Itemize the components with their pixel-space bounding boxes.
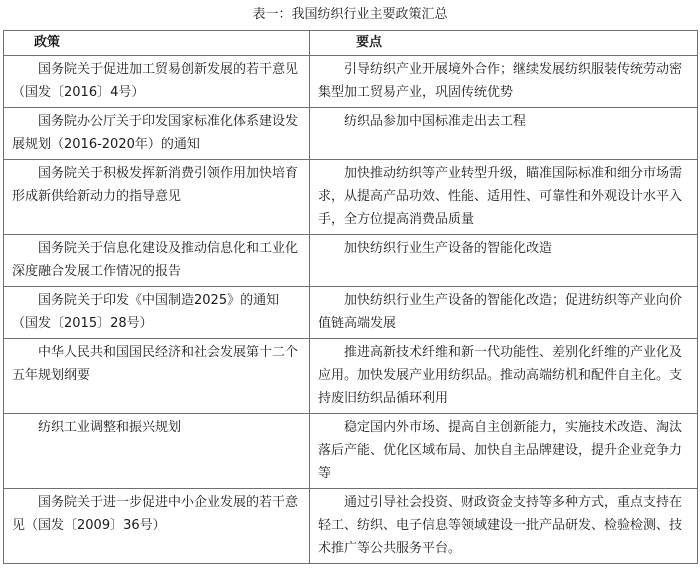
points-cell: 纺织品参加中国标准走出去工程 xyxy=(310,108,698,160)
table-row xyxy=(4,489,698,564)
header-policy: 政策 xyxy=(4,31,310,56)
policy-cell: 纺织工业调整和振兴规划 xyxy=(4,414,310,489)
table-row xyxy=(4,108,698,160)
table-caption: 表一：我国纺织行业主要政策汇总 xyxy=(252,7,448,22)
policy-cell: 国务院关于印发《中国制造2025》的通知（国发〔2015〕28号） xyxy=(4,287,310,339)
policy-table xyxy=(3,30,698,564)
header-points: 要点 xyxy=(310,31,698,56)
points-cell: 引导纺织产业开展境外合作；继续发展纺织服装传统劳动密集型加工贸易产业，巩固传统优势 xyxy=(310,56,698,108)
table-header-row xyxy=(4,31,698,56)
policy-cell: 国务院办公厅关于印发国家标准化体系建设发展规划（2016-2020年）的通知 xyxy=(4,108,310,160)
policy-cell: 国务院关于进一步促进中小企业发展的若干意见（国发〔2009〕36号） xyxy=(4,489,310,564)
policy-cell: 国务院关于信息化建设及推动信息化和工业化深度融合发展工作情况的报告 xyxy=(4,235,310,287)
table-row xyxy=(4,414,698,489)
policy-cell: 国务院关于促进加工贸易创新发展的若干意见（国发〔2016〕4号） xyxy=(4,56,310,108)
points-cell: 加快纺织行业生产设备的智能化改造 xyxy=(310,235,698,287)
table-row xyxy=(4,56,698,108)
points-cell: 加快推动纺织等产业转型升级，瞄准国际标准和细分市场需求，从提高产品功效、性能、适用性、可靠性和外观设计水平入手，全方位提高消费品质量 xyxy=(310,160,698,235)
table-row xyxy=(4,287,698,339)
points-cell: 稳定国内外市场、提高自主创新能力，实施技术改造、淘汰落后产能、优化区域布局、加快自主品牌建设，提升企业竞争力等 xyxy=(310,414,698,489)
table-row xyxy=(4,235,698,287)
table-row xyxy=(4,160,698,235)
policy-cell: 中华人民共和国国民经济和社会发展第十二个五年规划纲要 xyxy=(4,339,310,414)
points-cell: 通过引导社会投资、财政资金支持等多种方式，重点支持在轻工、纺织、电子信息等领域建设一批产品研发、检验检测、技术推广等公共服务平台。 xyxy=(310,489,698,564)
points-cell: 推进高新技术纤维和新一代功能性、差别化纤维的产业化及应用。加快发展产业用纺织品。推动高端纺机和配件自主化。支持废旧纺织品循环利用 xyxy=(310,339,698,414)
table-row xyxy=(4,339,698,414)
policy-cell: 国务院关于积极发挥新消费引领作用加快培育形成新供给新动力的指导意见 xyxy=(4,160,310,235)
points-cell: 加快纺织行业生产设备的智能化改造；促进纺织等产业向价值链高端发展 xyxy=(310,287,698,339)
